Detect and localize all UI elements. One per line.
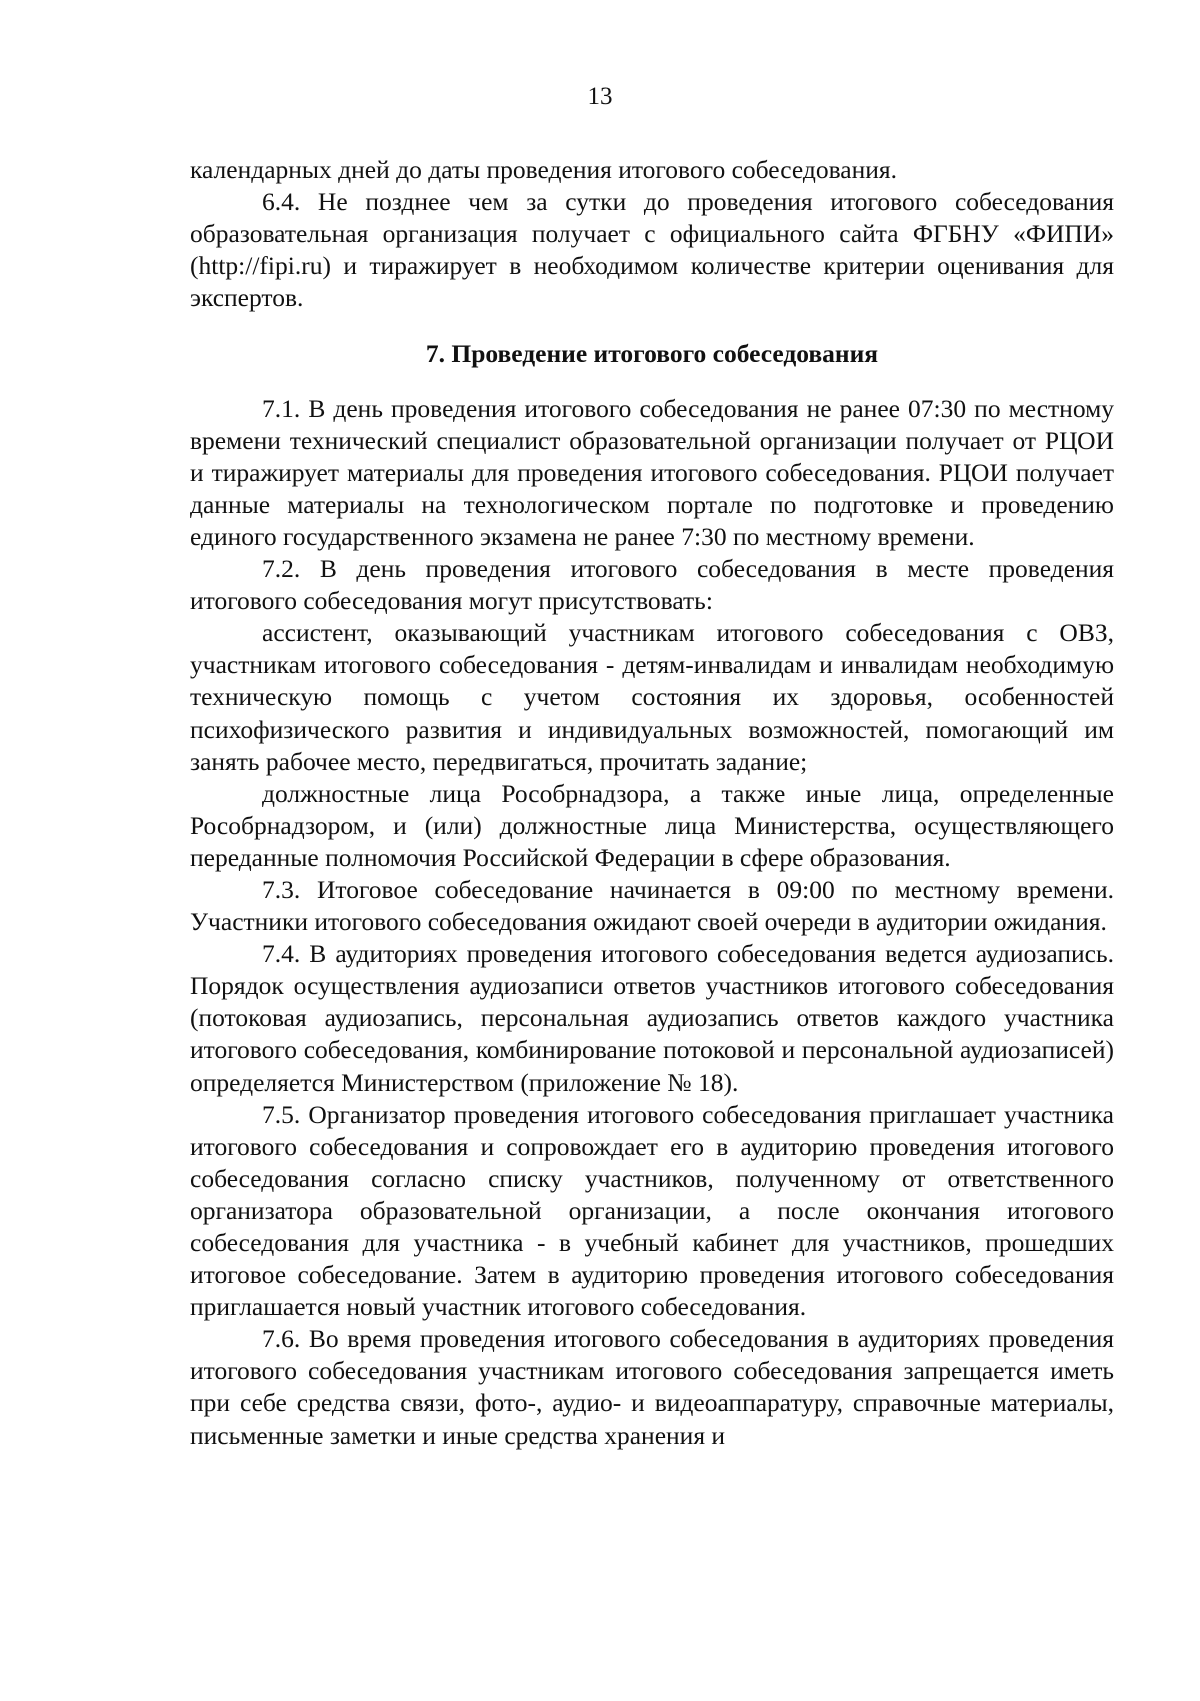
paragraph-7-2: 7.2. В день проведения итогового собеседования в месте проведения итогового собеседования могут присутствовать: (190, 554, 1114, 616)
document-body (190, 154, 1114, 1452)
paragraph-7-1: 7.1. В день проведения итогового собеседования не ранее 07:30 по местному времени технический специалист образовательной организации получает от РЦОИ и тиражирует материалы для проведения итогового собеседования. РЦОИ получает данные материалы на технологическом портале по подготовке и проведению единого государственного экзамена не ранее 7:30 по местному времени. (190, 393, 1114, 551)
paragraph-6-4: 6.4. Не позднее чем за сутки до проведения итогового собеседования образовательная организация получает с официального сайта ФГБНУ «ФИПИ» (http://fipi.ru) и тиражирует в необходимом количестве критерии оценивания для экспертов. (190, 187, 1114, 313)
paragraph-7-3: 7.3. Итоговое собеседование начинается в 09:00 по местному времени. Участники итогового собеседования ожидают своей очереди в аудитории ожидания. (190, 874, 1114, 937)
paragraph-assistant: ассистент, оказывающий участникам итогового собеседования с ОВЗ, участникам итогового собеседования - детям-инвалидам и инвалидам необходимую техническую помощь с учетом состояния их здоровья, особенностей психофизического развития и индивидуальных возможностей, помогающий им занять рабочее место, передвигаться, прочитать задание; (190, 618, 1114, 776)
section-heading: 7. Проведение итогового собеседования (425, 339, 879, 369)
page-number: 13 (587, 83, 613, 110)
paragraph-7-4: 7.4. В аудиториях проведения итогового собеседования ведется аудиозапись. Порядок осуществления аудиозаписи ответов участников итогового собеседования (потоковая аудиозапись, персональная аудиозапись ответов каждого участника итогового собеседования, комбинирование потоковой и персональной аудиозаписей) определяется Министерством (приложение № 18). (190, 939, 1114, 1097)
paragraph-7-5: 7.5. Организатор проведения итогового собеседования приглашает участника итогового собеседования и сопровождает его в аудиторию проведения итогового собеседования согласно списку участников, полученному от ответственного организатора образовательной организации, а после окончания итогового собеседования для участника - в учебный кабинет для участников, прошедших итоговое собеседование. Затем в аудиторию проведения итогового собеседования приглашается новый участник итогового собеседования. (190, 1099, 1114, 1322)
paragraph-7-6: 7.6. Во время проведения итогового собеседования в аудиториях проведения итогового собеседования участникам итогового собеседования запрещается иметь при себе средства связи, фото-, аудио- и видеоаппаратуру, справочные материалы, письменные заметки и иные средства хранения и (190, 1324, 1114, 1450)
paragraph-continuation: календарных дней до даты проведения итогового собеседования. (190, 155, 897, 184)
paragraph-officials: должностные лица Рособрнадзора, а также иные лица, определенные Рособрнадзором, и (или) должностные лица Министерства, осуществляющего переданные полномочия Российской Федерации в сфере образования. (190, 778, 1114, 872)
